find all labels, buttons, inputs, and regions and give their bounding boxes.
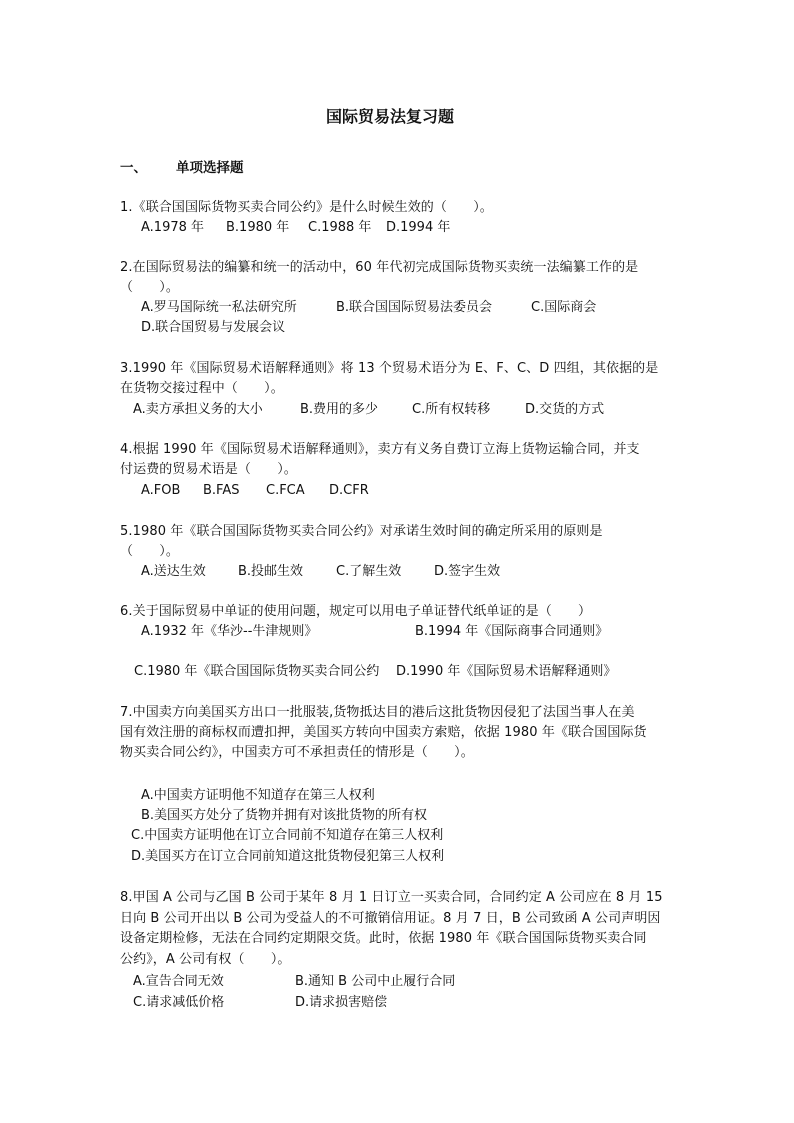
question-7-stem-line-2: 国有效注册的商标权而遭扣押，美国买方转向中国卖方索赔，依据 1980 年《联合国国际货 [120,725,647,740]
question-5-option-d: D.签字生效 [434,564,501,579]
question-1-option-c: C.1988 年 [308,220,372,235]
question-1-option-a: A.1978 年 [141,220,205,235]
question-7-option-b: B.美国买方处分了货物并拥有对该批货物的所有权 [141,808,428,823]
question-2-stem-line-1: 2.在国际贸易法的编纂和统一的活动中，60 年代初完成国际货物买卖统一法编纂工作的是 [120,260,639,275]
question-8-option-a: A.宣告合同无效 [133,974,224,989]
question-1-option-d: D.1994 年 [386,220,451,235]
question-8-stem-line-3: 设备定期检修，无法在合同约定期限交货。此时，依据 1980 年《联合国国际货物买卖合同 [120,931,647,946]
section-heading: 单项选择题 [176,160,244,176]
question-2-option-c: C.国际商会 [531,300,597,315]
question-7-option-a: A.中国卖方证明他不知道存在第三人权利 [141,788,375,803]
question-7-option-c: C.中国卖方证明他在订立合同前不知道存在第三人权利 [131,828,444,843]
question-3-option-b: B.费用的多少 [300,402,379,417]
question-6-stem: 6.关于国际贸易中单证的使用问题，规定可以用电子单证替代纸单证的是（ ） [120,604,592,619]
question-4-stem-line-1: 4.根据 1990 年《国际贸易术语解释通则》，卖方有义务自费订立海上货物运输合同，并支 [120,442,640,457]
question-2-option-b: B.联合国国际贸易法委员会 [336,300,493,315]
question-3-stem-line-2: 在货物交接过程中（ ）。 [120,381,284,396]
question-3-option-a: A.卖方承担义务的大小 [133,402,263,417]
question-5-stem-line-2: （ ）。 [120,544,180,559]
question-8-stem-line-2: 日向 B 公司开出以 B 公司为受益人的不可撤销信用证。8 月 7 日，B 公司致函 A 公司声明因 [120,911,661,926]
question-8-stem-line-4: 公约》，A 公司有权（ ）。 [120,952,291,967]
question-4-option-d: D.CFR [329,483,369,498]
question-8-stem-line-1: 8.甲国 A 公司与乙国 B 公司于某年 8 月 1 日订立一买卖合同，合同约定 A 公司应在 8 月 15 [120,890,663,905]
question-4-option-a: A.FOB [141,483,181,498]
question-7-stem-line-1: 7.中国卖方向美国买方出口一批服装,货物抵达目的港后这批货物因侵犯了法国当事人在美 [120,705,635,720]
question-4-option-c: C.FCA [266,483,305,498]
question-1-stem: 1.《联合国国际货物买卖合同公约》是什么时候生效的（ ）。 [120,200,493,215]
question-3-option-c: C.所有权转移 [412,402,491,417]
question-2-stem-line-2: （ ）。 [120,280,180,295]
question-5-option-c: C.了解生效 [336,564,402,579]
question-6-option-a: A.1932 年《华沙--牛津规则》 [141,624,318,639]
question-8-option-d: D.请求损害赔偿 [295,995,388,1010]
page-title: 国际贸易法复习题 [326,107,455,126]
question-8-option-b: B.通知 B 公司中止履行合同 [295,974,456,989]
question-7-stem-line-3: 物买卖合同公约》，中国卖方可不承担责任的情形是（ ）。 [120,745,474,760]
question-2-option-d: D.联合国贸易与发展会议 [141,320,286,335]
question-1-option-b: B.1980 年 [226,220,290,235]
question-6-option-c: C.1980 年《联合国国际货物买卖合同公约 [134,664,380,679]
question-2-option-a: A.罗马国际统一私法研究所 [141,300,297,315]
question-4-stem-line-2: 付运费的贸易术语是（ ）。 [120,462,297,477]
section-number: 一、 [120,160,147,176]
question-7-option-d: D.美国买方在订立合同前知道这批货物侵犯第三人权利 [131,849,445,864]
question-3-stem-line-1: 3.1990 年《国际贸易术语解释通则》将 13 个贸易术语分为 E、F、C、D 四组，其依据的是 [120,361,659,376]
question-5-option-a: A.送达生效 [141,564,206,579]
question-5-stem-line-1: 5.1980 年《联合国国际货物买卖合同公约》对承诺生效时间的确定所采用的原则是 [120,524,603,539]
question-3-option-d: D.交货的方式 [525,402,605,417]
question-8-option-c: C.请求减低价格 [133,995,225,1010]
question-5-option-b: B.投邮生效 [238,564,304,579]
question-6-option-d: D.1990 年《国际贸易术语解释通则》 [396,664,617,679]
question-6-option-b: B.1994 年《国际商事合同通则》 [415,624,609,639]
question-4-option-b: B.FAS [203,483,240,498]
